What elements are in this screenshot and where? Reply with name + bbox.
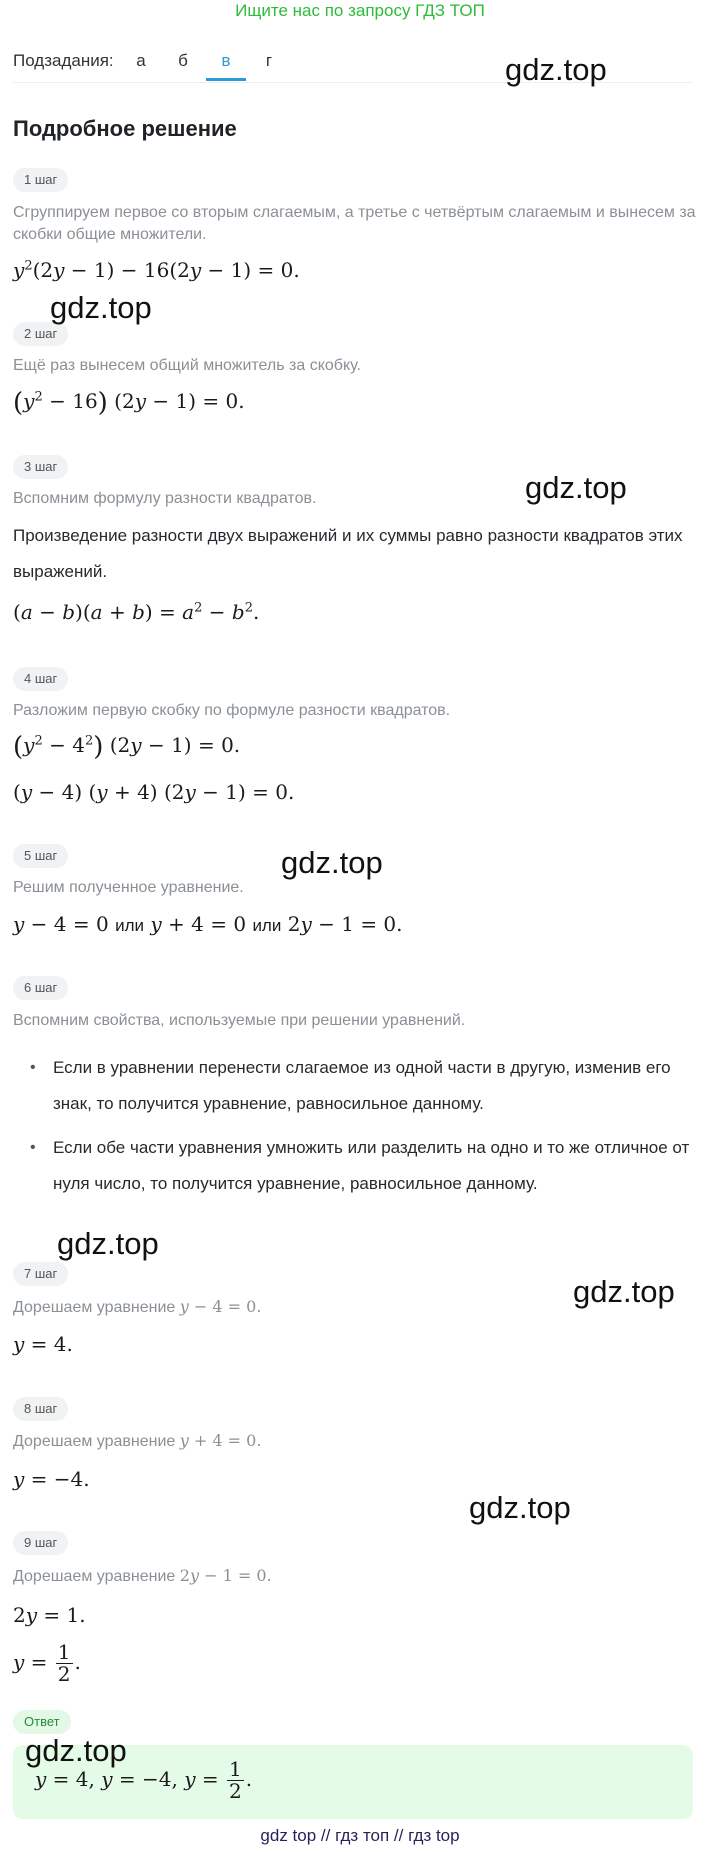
step-description: Дорешаем уравнение y − 4 = 0. bbox=[13, 1297, 262, 1316]
rule-text: Произведение разности двух выражений и их суммы равно разности квадратов этих выражений. bbox=[13, 526, 683, 581]
watermark: gdz.top bbox=[505, 52, 607, 87]
step-badge: 4 шаг bbox=[13, 667, 68, 691]
watermark: gdz.top bbox=[50, 290, 152, 325]
subtasks-label: Подзадания: bbox=[13, 51, 114, 70]
formula: $(y^2 - 4^2) (2y - 1) = 0$. bbox=[13, 732, 241, 762]
formula: y − 4 = 0 или y + 4 = 0 или 2y − 1 = 0. bbox=[13, 912, 403, 936]
step-badge: 8 шаг bbox=[13, 1397, 68, 1421]
or-word: или bbox=[252, 916, 282, 935]
page-title: Подробное решение bbox=[13, 116, 237, 141]
search-banner: Ищите нас по запросу ГДЗ ТОП bbox=[235, 1, 485, 20]
or-word: или bbox=[115, 916, 144, 935]
tab-a[interactable]: а bbox=[136, 51, 146, 70]
formula: 2y = 1. bbox=[13, 1603, 86, 1627]
formula: $(y^2 - 16) (2y - 1) = 0$. bbox=[13, 388, 245, 418]
watermark: gdz.top bbox=[25, 1733, 127, 1768]
watermark: gdz.top bbox=[469, 1490, 571, 1525]
step-badge: 2 шаг bbox=[13, 322, 68, 346]
watermark: gdz.top bbox=[525, 470, 627, 505]
step-description: Сгруппируем первое со вторым слагаемым, а третье с четвёртым слагаемым и вынесем за скобки общие множители. bbox=[13, 204, 696, 243]
formula: $(a - b)(a + b) = a^2 - b^2$. bbox=[13, 600, 260, 624]
step-description: Дорешаем уравнение 2y − 1 = 0. bbox=[13, 1566, 272, 1585]
step-description: Дорешаем уравнение y + 4 = 0. bbox=[13, 1431, 262, 1450]
list-item: • Если в уравнении перенести слагаемое из одной части в другую, изменив его знак, то получится уравнение, равносильное данному. bbox=[13, 1050, 703, 1122]
step-description: Решим полученное уравнение. bbox=[13, 879, 244, 896]
tab-v[interactable]: в bbox=[206, 51, 246, 81]
watermark: gdz.top bbox=[57, 1226, 159, 1261]
answer-badge: Ответ bbox=[13, 1710, 71, 1734]
formula: (y − 4) (y + 4) (2y − 1) = 0. bbox=[13, 780, 295, 804]
footer-links[interactable]: gdz top // гдз топ // гдз top bbox=[260, 1826, 460, 1845]
step-description: Разложим первую скобку по формуле разности квадратов. bbox=[13, 702, 451, 719]
formula: y = −4. bbox=[13, 1467, 90, 1491]
list-item: • Если обе части уравнения умножить или разделить на одно и то же отличное от нуля число, то получится уравнение, равносильное данному. bbox=[13, 1130, 703, 1202]
step-badge: 9 шаг bbox=[13, 1531, 68, 1555]
formula: y = 4. bbox=[13, 1332, 73, 1356]
formula: y = $\frac{1}{2}$ . bbox=[13, 1640, 81, 1686]
tab-b[interactable]: б bbox=[178, 51, 188, 70]
answer-formula: y = 4, y = −4, y = $\frac{1}{2}$ . bbox=[35, 1757, 253, 1803]
watermark: gdz.top bbox=[281, 845, 383, 880]
step-badge: 6 шаг bbox=[13, 976, 68, 1000]
step-badge: 7 шаг bbox=[13, 1262, 68, 1286]
tab-g[interactable]: г bbox=[265, 51, 273, 70]
step-badge: 5 шаг bbox=[13, 844, 68, 868]
watermark: gdz.top bbox=[573, 1274, 675, 1309]
properties-list bbox=[13, 1050, 703, 1210]
step-badge: 3 шаг bbox=[13, 455, 68, 479]
step-badge: 1 шаг bbox=[13, 168, 68, 192]
step-description: Вспомним свойства, используемые при решении уравнений. bbox=[13, 1012, 466, 1029]
step-description: Вспомним формулу разности квадратов. bbox=[13, 490, 317, 507]
formula: $y^2(2y - 1) - 16(2y - 1) = 0$. bbox=[13, 258, 300, 282]
step-description: Ещё раз вынесем общий множитель за скобку. bbox=[13, 357, 361, 374]
